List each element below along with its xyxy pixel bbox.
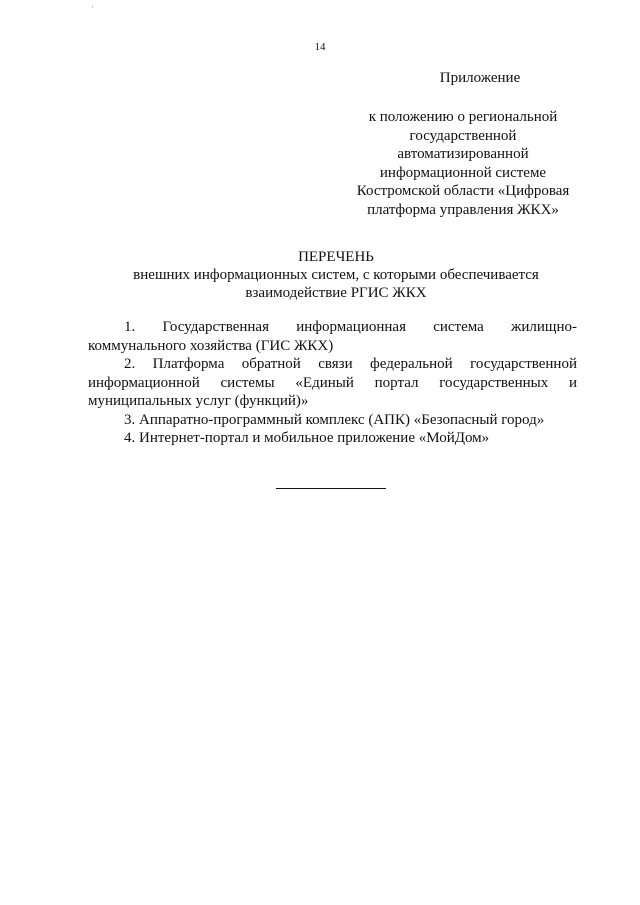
list-heading: ПЕРЕЧЕНЬ (298, 249, 374, 265)
list-subheading (0, 266, 640, 302)
systems-list (88, 318, 577, 448)
page-number: 14 (314, 41, 326, 53)
appendix-reference-line: к положению о региональной (368, 109, 558, 125)
list-item-line: 4. Интернет-портал и мобильное приложение «МойДом» (124, 430, 490, 446)
list-subheading-line: взаимодействие РГИС ЖКХ (245, 285, 427, 301)
list-item (88, 429, 577, 448)
list-item-line: 3. Аппаратно-программный комплекс (АПК) «Безопасный город» (124, 411, 545, 428)
appendix-title: Приложение (439, 70, 521, 86)
appendix-reference-line: государственной (409, 127, 517, 144)
list-item-line: информационной системы «Единый портал государственных и (88, 374, 577, 391)
closing-rule (276, 488, 386, 489)
appendix-reference-line: платформа управления ЖКХ» (367, 201, 559, 218)
appendix-reference-line: информационной системе (379, 164, 547, 181)
list-item-line: 2. Платформа обратной связи федеральной государственной (124, 356, 577, 372)
list-item (88, 318, 577, 355)
list-subheading-line: внешних информационных систем, с которыми обеспечивается (133, 267, 539, 283)
list-item (88, 411, 577, 430)
appendix-reference (333, 108, 593, 219)
list-item (88, 355, 577, 411)
appendix-reference-line: автоматизированной (397, 146, 529, 162)
appendix-reference-line: Костромской области «Цифровая (356, 183, 570, 199)
list-item-line: коммунального хозяйства (ГИС ЖКХ) (88, 337, 334, 354)
list-item-line: 1. Государственная информационная система жилищно- (124, 319, 577, 335)
list-item-line: муниципальных услуг (функций)» (88, 393, 309, 409)
scan-artifact (92, 5, 93, 8)
